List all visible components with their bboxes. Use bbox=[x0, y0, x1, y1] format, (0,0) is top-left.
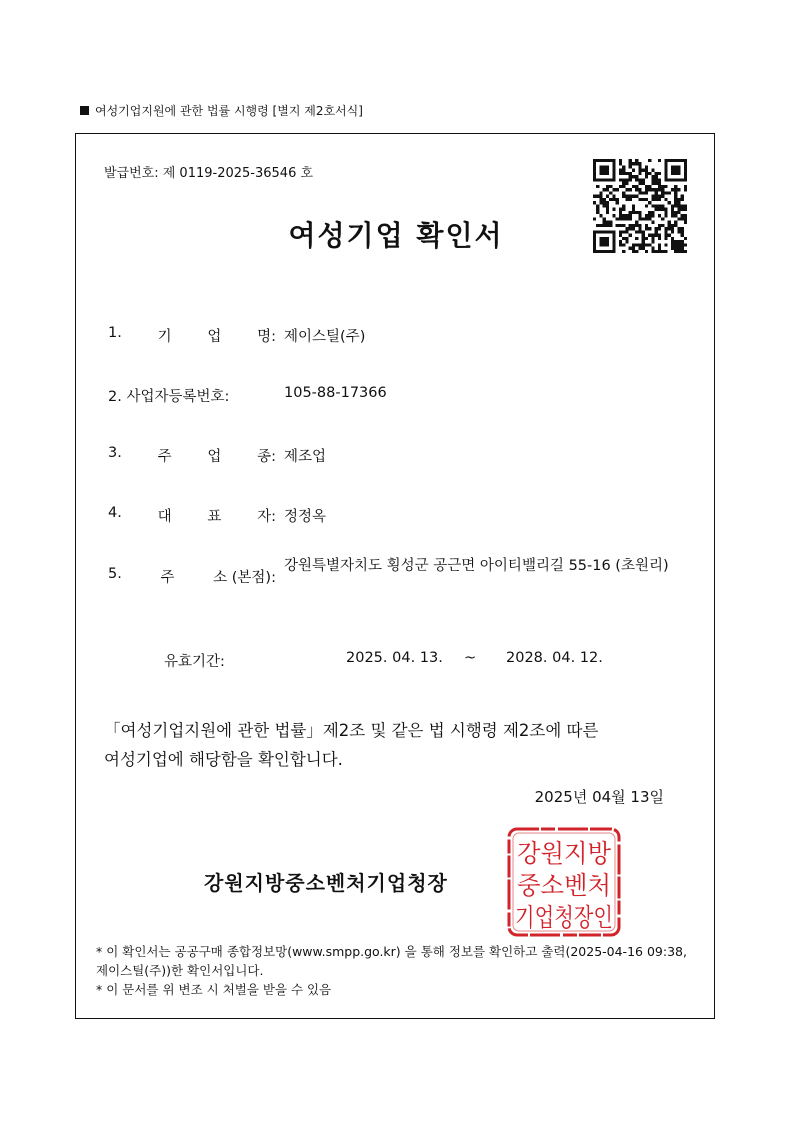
field-representative-value: 정정옥 bbox=[284, 509, 327, 525]
field-main-industry-value: 제조업 bbox=[284, 449, 327, 465]
field-company-name-value: 제이스틸(주) bbox=[284, 329, 366, 345]
field-business-number-value: 105-88-17366 bbox=[284, 385, 387, 401]
document-title: 여성기업 확인서 bbox=[288, 219, 504, 252]
seal-line-2: 중소벤처 bbox=[517, 871, 611, 900]
issue-date: 2025년 04월 13일 bbox=[534, 788, 664, 806]
square-bullet-icon bbox=[80, 106, 89, 115]
confirmation-statement bbox=[104, 716, 674, 774]
validity-from: 2025. 04. 13. bbox=[346, 650, 443, 666]
field-main-industry-label: 3. 주 업 종: bbox=[108, 445, 276, 465]
validity-separator: ~ bbox=[464, 650, 477, 666]
form-reference: 여성기업지원에 관한 법률 시행령 [별지 제2호서식] bbox=[80, 102, 363, 119]
field-business-number-label: 2. 사업자등록번호: bbox=[108, 389, 230, 405]
issuer-name: 강원지방중소벤처기업청장 bbox=[204, 871, 448, 895]
field-company-name-label: 1. 기 업 명: bbox=[108, 325, 276, 345]
seal-line-3: 기업청장인 bbox=[515, 903, 613, 932]
validity-to: 2028. 04. 12. bbox=[506, 650, 603, 666]
certificate-frame bbox=[75, 133, 715, 1019]
field-address-value: 강원특별자치도 횡성군 공근면 아이티밸리길 55-16 (초원리) bbox=[284, 558, 669, 574]
footnote-1: * 이 확인서는 공공구매 종합정보망(www.smpp.go.kr) 을 통해 정보를 확인하고 출력(2025-04-16 09:38, 제이스틸(주))한 확인서입니다. bbox=[96, 944, 687, 978]
official-seal-icon bbox=[506, 826, 622, 938]
field-representative-label: 4. 대 표 자: bbox=[108, 505, 276, 525]
footnotes bbox=[96, 942, 696, 999]
validity-label: 유효기간: bbox=[164, 654, 225, 670]
footnote-2: * 이 문서를 위 변조 시 처벌을 받을 수 있음 bbox=[96, 982, 332, 997]
seal-line-1: 강원지방 bbox=[517, 839, 612, 868]
field-address-label: 5. 주 소 (본점): bbox=[108, 566, 276, 586]
issue-number: 발급번호: 제 0119-2025-36546 호 bbox=[104, 166, 314, 181]
statement-line-1: 「여성기업지원에 관한 법률」제2조 및 같은 법 시행령 제2조에 따른 bbox=[104, 721, 599, 740]
statement-line-2: 여성기업에 해당함을 확인합니다. bbox=[104, 750, 343, 769]
